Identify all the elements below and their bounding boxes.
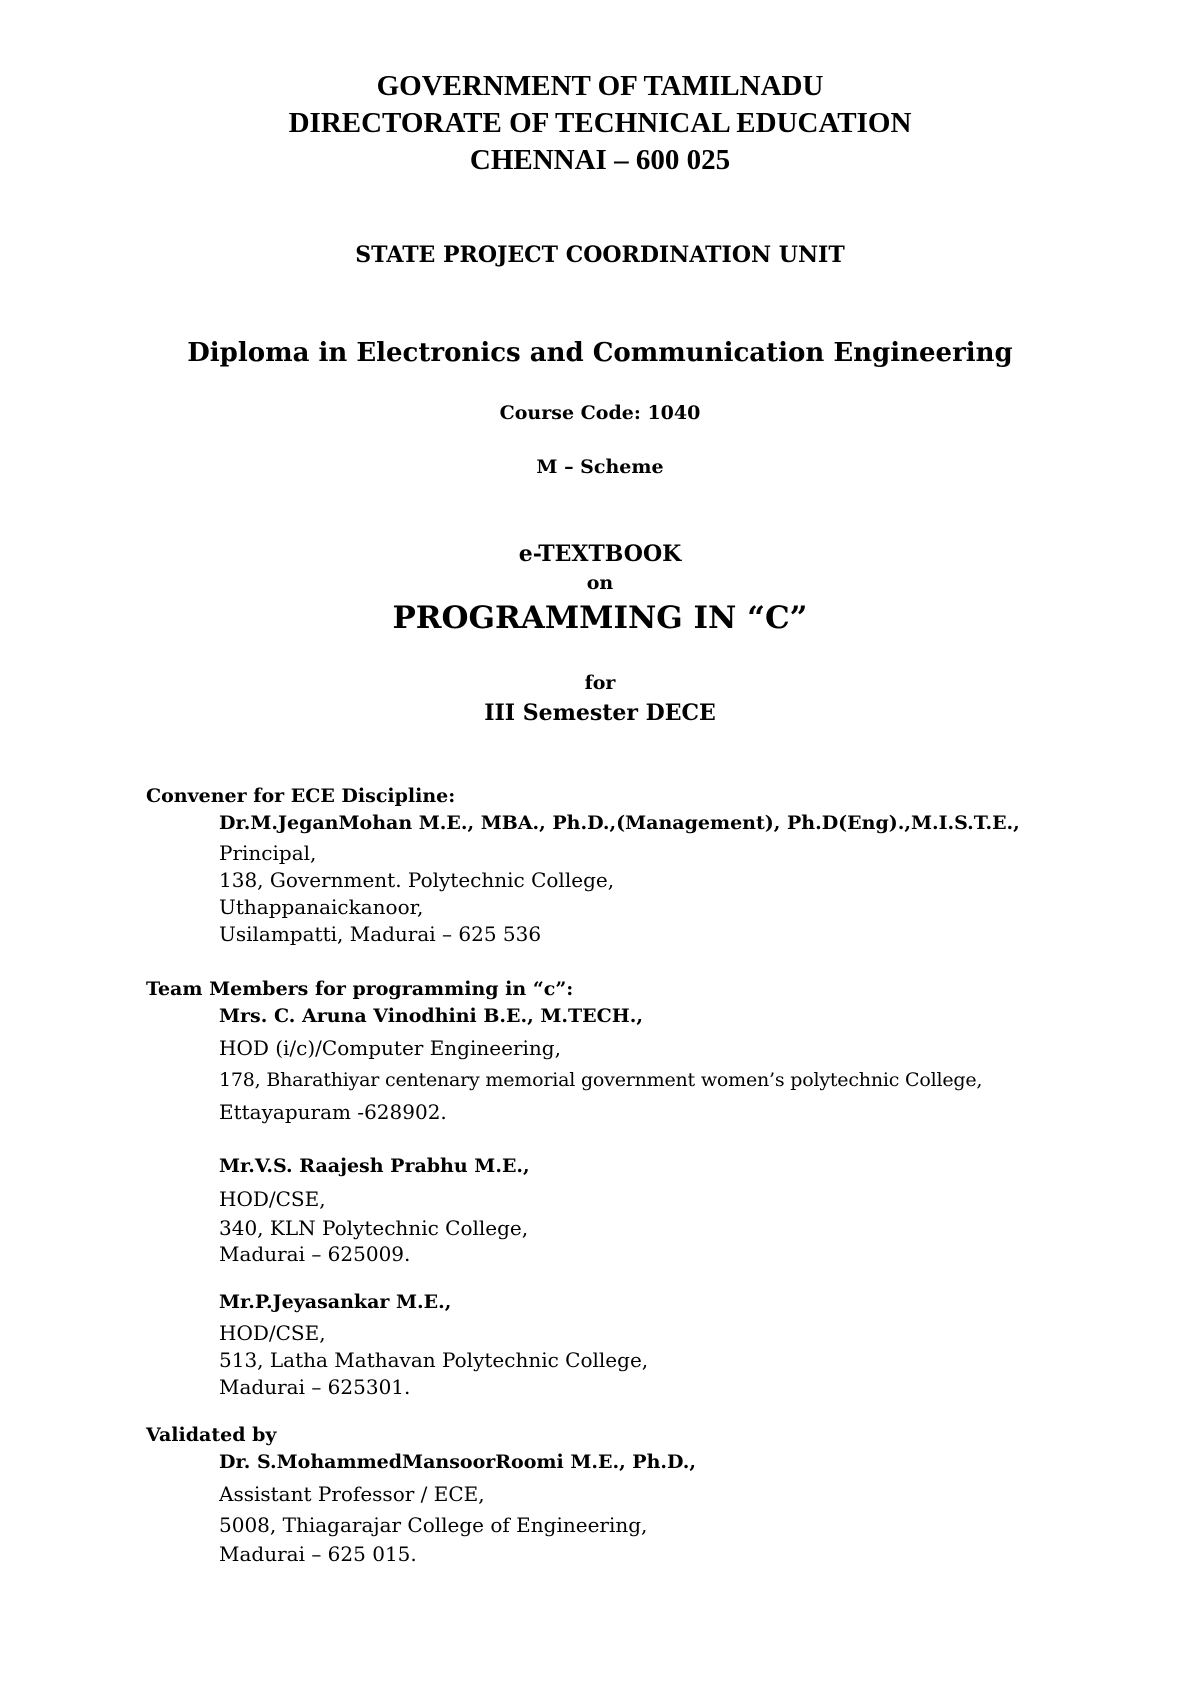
course-code: Course Code: 1040 xyxy=(499,402,701,424)
member-name: Mr.P.Jeyasankar M.E., xyxy=(219,1291,452,1313)
address-line: Uthappanaickanoor, xyxy=(219,895,424,919)
address-line: 340, KLN Polytechnic College, xyxy=(219,1216,529,1240)
address-line: Assistant Professor / ECE, xyxy=(219,1482,485,1506)
address-line: HOD (i/c)/Computer Engineering, xyxy=(219,1036,561,1060)
diploma-title: Diploma in Electronics and Communication Engineering xyxy=(187,338,1013,368)
address-line: Madurai – 625009. xyxy=(219,1242,411,1266)
address-line: 5008, Thiagarajar College of Engineering, xyxy=(219,1513,648,1537)
address-line: Usilampatti, Madurai – 625 536 xyxy=(219,922,542,946)
validator-address xyxy=(219,1478,647,1568)
for-label: for xyxy=(584,672,616,694)
member-address xyxy=(219,1183,528,1267)
etextbook-label: e-TEXTBOOK xyxy=(518,541,682,567)
member-address xyxy=(219,1032,982,1128)
team-heading: Team Members for programming in “c”: xyxy=(146,978,574,1000)
convener-address xyxy=(219,840,614,948)
address-line: HOD/CSE, xyxy=(219,1321,326,1345)
semester-label: III Semester DECE xyxy=(484,700,716,726)
header-line-directorate: DIRECTORATE OF TECHNICAL EDUCATION xyxy=(288,107,912,139)
address-line: 178, Bharathiyar centenary memorial government women’s polytechnic College, xyxy=(219,1069,983,1091)
validator-name: Dr. S.MohammedMansoorRoomi M.E., Ph.D., xyxy=(219,1451,697,1473)
convener-name: Dr.M.JeganMohan M.E., MBA., Ph.D.,(Management), Ph.D(Eng).,M.I.S.T.E., xyxy=(219,812,1020,834)
validated-heading: Validated by xyxy=(146,1424,277,1446)
member-name: Mr.V.S. Raajesh Prabhu M.E., xyxy=(219,1155,530,1177)
header-block xyxy=(0,68,1200,179)
convener-heading: Convener for ECE Discipline: xyxy=(146,785,456,807)
book-title: PROGRAMMING IN “C” xyxy=(392,600,808,636)
scheme: M – Scheme xyxy=(536,456,664,478)
address-line: 138, Government. Polytechnic College, xyxy=(219,868,615,892)
address-line: 513, Latha Mathavan Polytechnic College, xyxy=(219,1348,649,1372)
member-address xyxy=(219,1320,648,1401)
address-line: HOD/CSE, xyxy=(219,1187,326,1211)
on-label: on xyxy=(586,572,614,594)
address-line: Madurai – 625 015. xyxy=(219,1542,417,1566)
address-line: Ettayapuram -628902. xyxy=(219,1100,447,1124)
address-line: Madurai – 625301. xyxy=(219,1375,411,1399)
address-line: Principal, xyxy=(219,841,317,865)
header-line-city: CHENNAI – 600 025 xyxy=(469,144,731,176)
member-name: Mrs. C. Aruna Vinodhini B.E., M.TECH., xyxy=(219,1005,643,1027)
unit-title: STATE PROJECT COORDINATION UNIT xyxy=(355,242,845,268)
header-line-government: GOVERNMENT OF TAMILNADU xyxy=(376,70,824,102)
